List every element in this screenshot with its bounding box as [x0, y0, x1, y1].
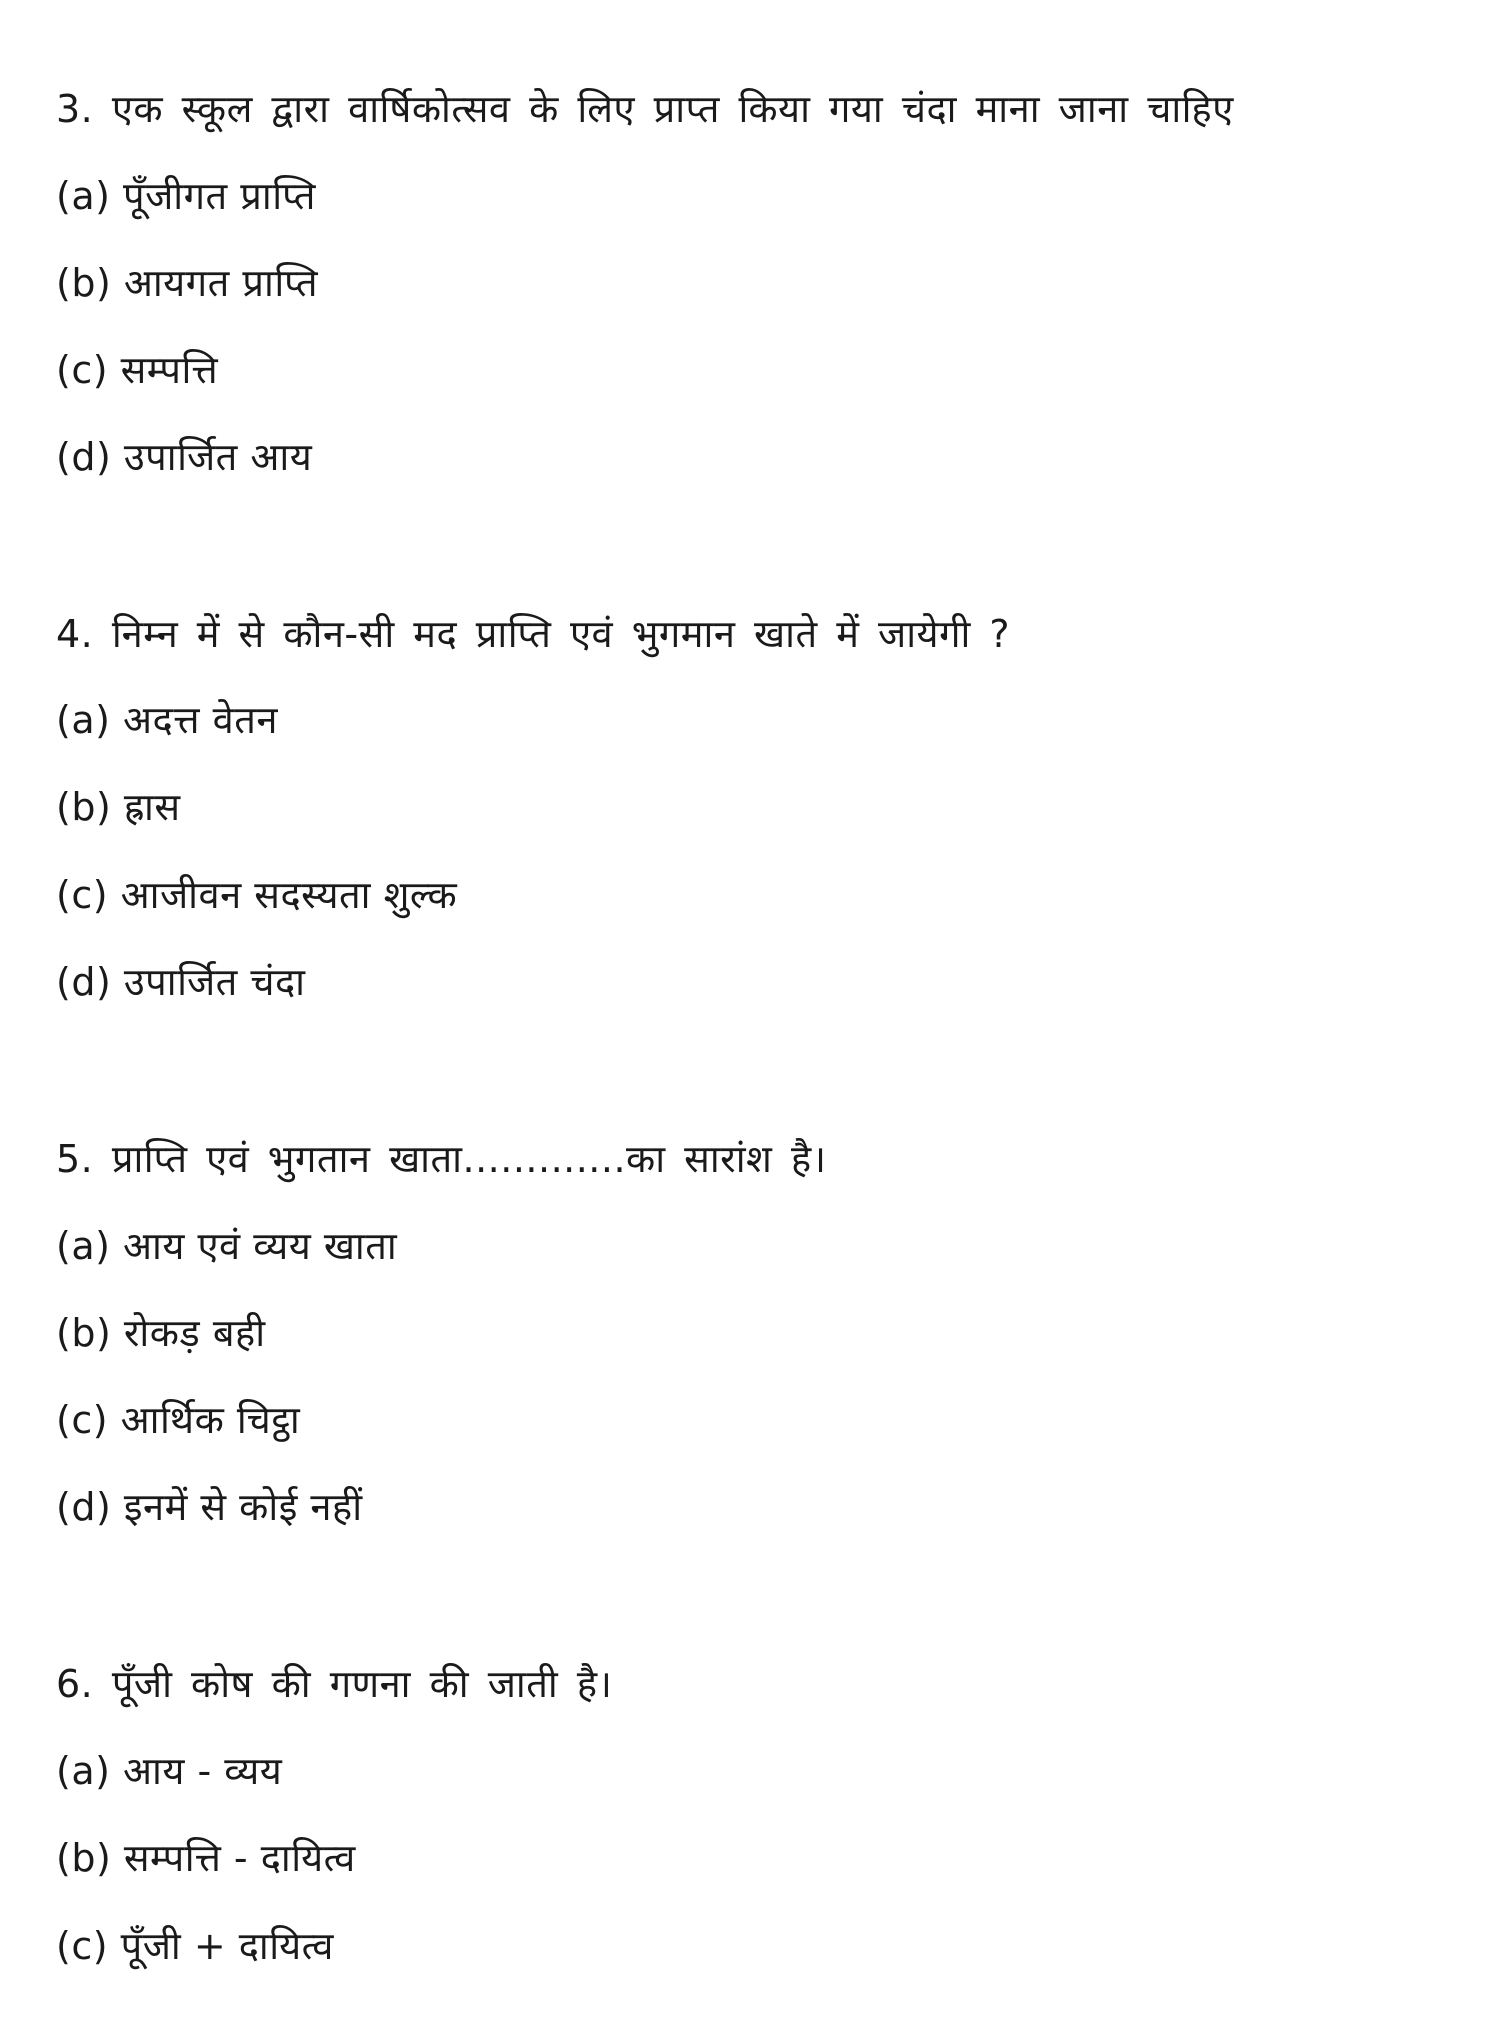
- question-5-text: 5. प्राप्ति एवं भुगतान खाता.............का सारांश है।: [56, 1137, 827, 1181]
- question-3-option-b: (b) आयगत प्राप्ति: [56, 261, 319, 305]
- question-4-option-b: (b) ह्रास: [56, 785, 181, 829]
- question-5-option-b: (b) रोकड़ बही: [56, 1311, 266, 1355]
- question-3-text: 3. एक स्कूल द्वारा वार्षिकोत्सव के लिए प्राप्त किया गया चंदा माना जाना चाहिए: [56, 87, 1234, 131]
- question-3-option-c: (c) सम्पत्ति: [56, 348, 219, 392]
- question-6-option-a: (a) आय - व्यय: [56, 1749, 283, 1793]
- question-4-option-c: (c) आजीवन सदस्यता शुल्क: [56, 873, 458, 917]
- question-3-option-a: (a) पूँजीगत प्राप्ति: [56, 174, 316, 218]
- question-5-option-c: (c) आर्थिक चिट्ठा: [56, 1398, 301, 1442]
- question-3-option-d: (d) उपार्जित आय: [56, 435, 313, 479]
- question-6-text: 6. पूँजी कोष की गणना की जाती है।: [56, 1662, 613, 1706]
- question-4-text: 4. निम्न में से कौन-सी मद प्राप्ति एवं भुगमान खाते में जायेगी ?: [56, 612, 1011, 656]
- question-4-option-d: (d) उपार्जित चंदा: [56, 960, 306, 1004]
- question-5-option-a: (a) आय एवं व्यय खाता: [56, 1224, 398, 1268]
- question-5-option-d: (d) इनमें से कोई नहीं: [56, 1485, 363, 1529]
- question-6-option-b: (b) सम्पत्ति - दायित्व: [56, 1836, 356, 1880]
- question-4-option-a: (a) अदत्त वेतन: [56, 698, 278, 742]
- question-6-option-c: (c) पूँजी + दायित्व: [56, 1924, 334, 1968]
